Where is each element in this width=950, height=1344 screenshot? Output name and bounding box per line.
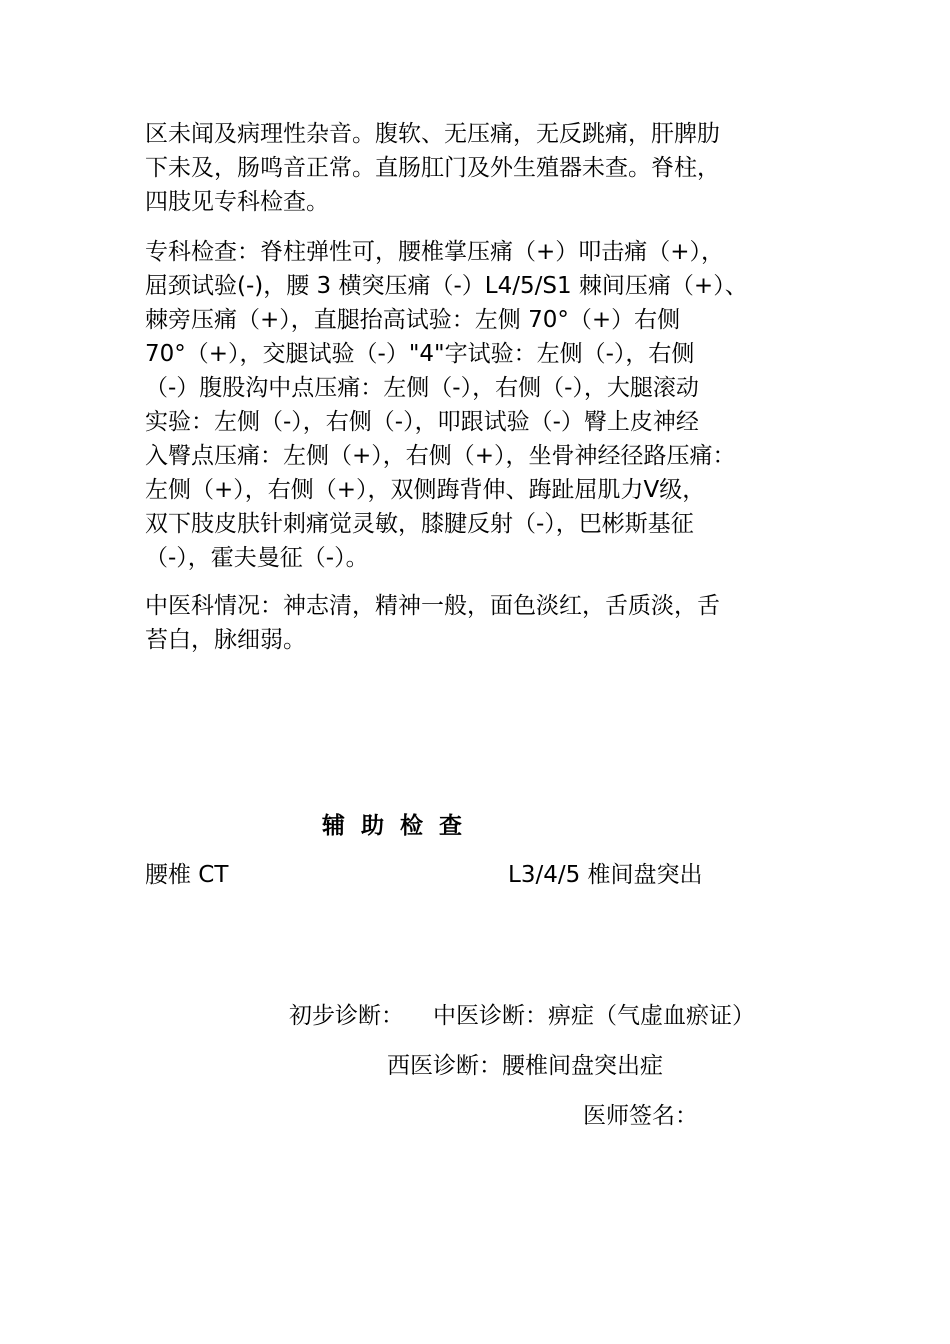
western-diagnosis: 西医诊断：腰椎间盘突出症 [387,1053,663,1079]
ct-exam-result: L3/4/5 椎间盘突出 [508,862,703,888]
ct-exam-label: 腰椎 CT [145,862,229,888]
tcm-condition-paragraph: 中医科情况：神志清，精神一般，面色淡红，舌质淡，舌 苔白，脉细弱。 [145,593,720,653]
specialty-exam-paragraph: 专科检查：脊柱弹性可，腰椎掌压痛（+）叩击痛（+）， 屈颈试验(-)，腰 3 横突压痛（-）L4/5/S1 棘间压痛（+）、 棘旁压痛（+），直腿抬高试验：左侧 70°（+）右侧 70°（+），交腿试验（-）"4"字试验：左侧（-），右侧 （-）腹股沟中点压痛：左侧（-），右侧（-），大腿滚动 实验：左侧（-），右侧（-），叩跟试验（-）臀上皮神经 入臀点压痛：左侧（+），右侧（+），坐骨神经径路压痛： 左侧（+），右侧（+），双侧踇背伸、踇趾屈肌力Ⅴ级， 双下肢皮肤针刺痛觉灵敏，膝腱反射（-），巴彬斯基征 （-），霍夫曼征（-）。 [145,239,748,571]
preliminary-diagnosis-label: 初步诊断： [289,1003,404,1029]
tcm-diagnosis: 中医诊断：痹症（气虚血瘀证） [433,1003,755,1029]
physical-exam-continuation: 区未闻及病理性杂音。腹软、无压痛，无反跳痛，肝脾肋 下未及，肠鸣音正常。直肠肛门及外生殖器未查。脊柱， 四肢见专科检查。 [145,121,720,215]
doctor-signature-label: 医师签名： [583,1103,698,1129]
auxiliary-exam-heading: 辅助检查 [322,813,478,839]
